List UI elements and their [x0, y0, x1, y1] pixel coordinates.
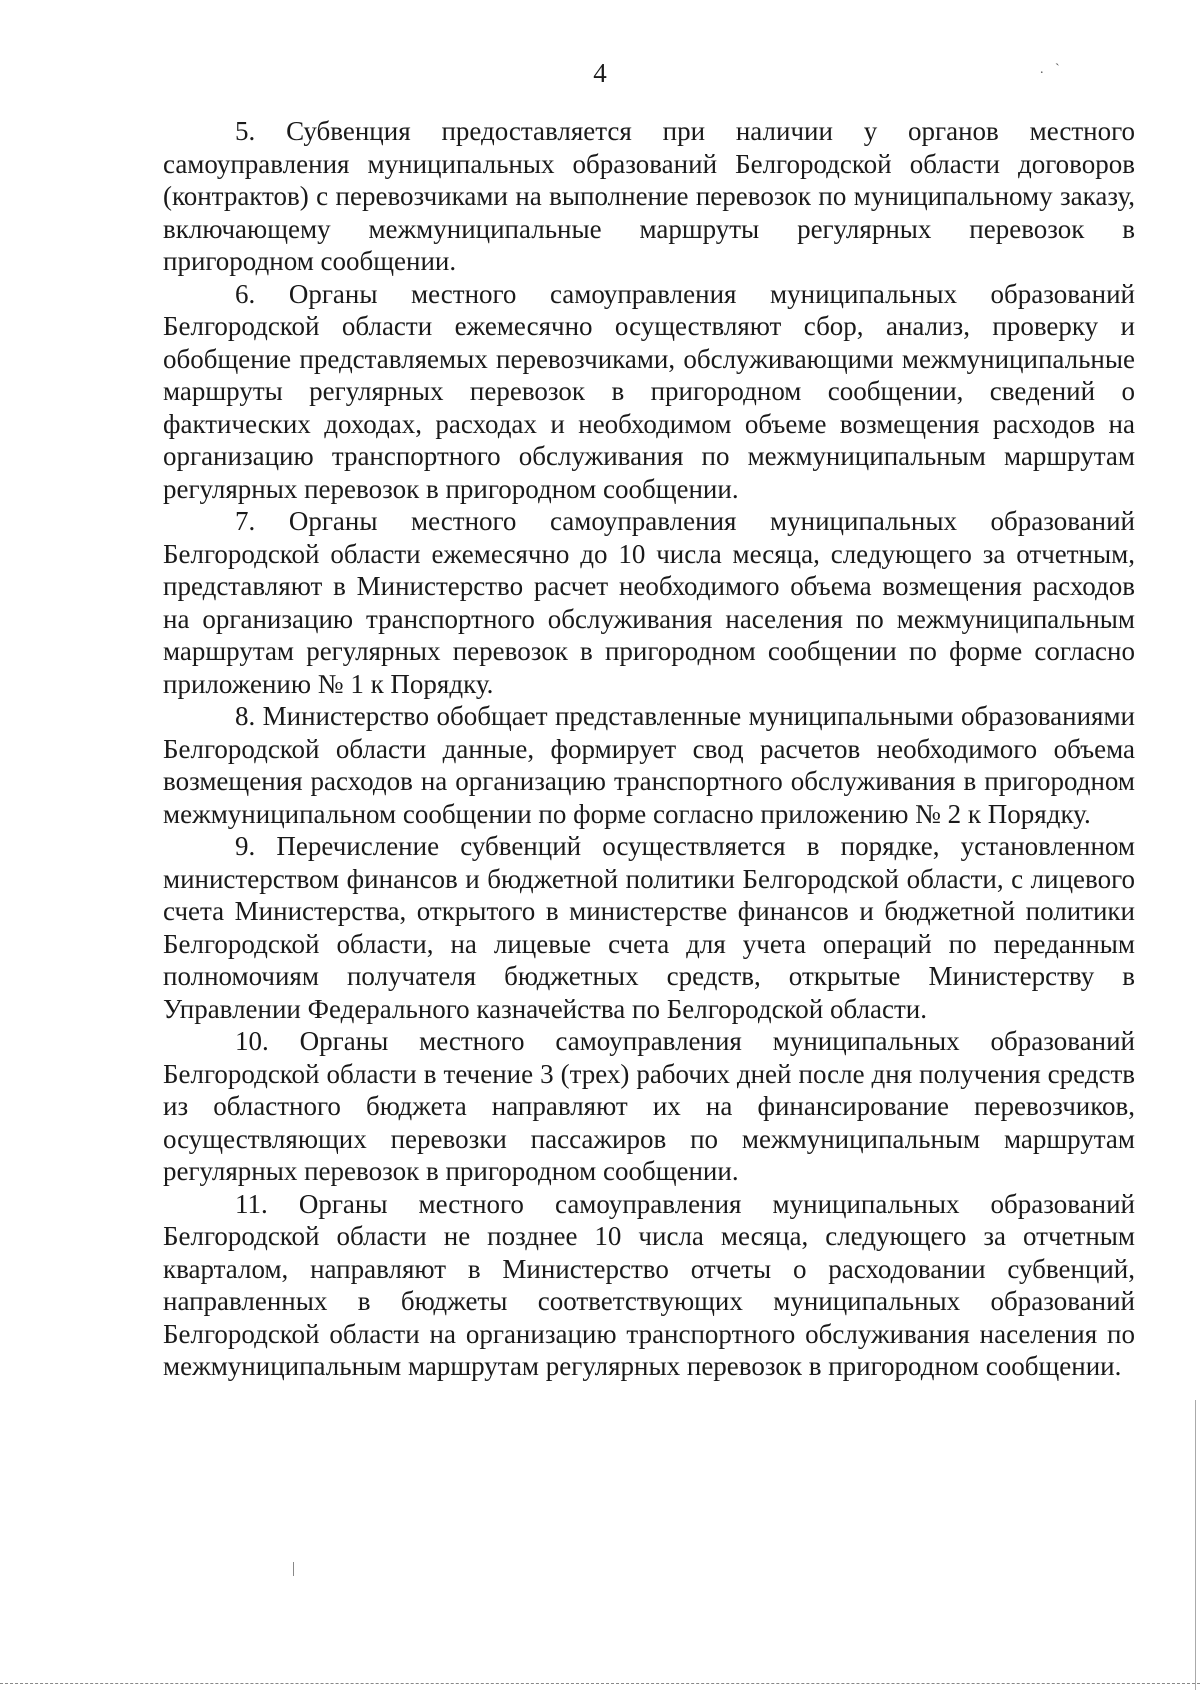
document-body: [163, 115, 1135, 1383]
scan-bottom-line: [0, 1683, 1200, 1684]
paragraph-6: 6. Органы местного самоуправления муниципальных образований Белгородской области ежемесячно осуществляют сбор, анализ, проверку и обобщение представляемых перевозчиками, обслуживающими межмуниципальные маршруты регулярных перевозок в пригородном сообщении, сведений о фактических доходах, расходах и необходимом объеме возмещения расходов на организацию транспортного обслуживания по межмуниципальным маршрутам регулярных перевозок в пригородном сообщении.: [163, 278, 1135, 504]
scan-artifact-mark: . ˋ: [1040, 62, 1064, 77]
scan-artifact-tick: [293, 1562, 294, 1576]
paragraph-9: 9. Перечисление субвенций осуществляется в порядке, установленном министерством финансов и бюджетной политики Белгородской области, с лицевого счета Министерства, открытого в министерстве финансов и бюджетной политики Белгородской области, на лицевые счета для учета операций по переданным полномочиям получателя бюджетных средств, открытые Министерству в Управлении Федерального казначейства по Белгородской области.: [163, 831, 1135, 1024]
paragraph-11: 11. Органы местного самоуправления муниципальных образований Белгородской области не позднее 10 числа месяца, следующего за отчетным кварталом, направляют в Министерство отчеты о расходовании субвенций, направленных в бюджеты соответствующих муниципальных образований Белгородской области на организацию транспортного обслуживания населения по межмуниципальным маршрутам регулярных перевозок в пригородном сообщении.: [163, 1188, 1135, 1381]
paragraph-8: 8. Министерство обобщает представленные муниципальными образованиями Белгородской области данные, формирует свод расчетов необходимого объема возмещения расходов на организацию транспортного обслуживания в пригородном межмуниципальном сообщении по форме согласно приложению № 2 к Порядку.: [163, 701, 1135, 829]
page-number: 4: [593, 58, 607, 88]
scan-edge-line: [1195, 1400, 1196, 1690]
paragraph-10: 10. Органы местного самоуправления муниципальных образований Белгородской области в течение 3 (трех) рабочих дней после дня получения средств из областного бюджета направляют их на финансирование перевозчиков, осуществляющих перевозки пассажиров по межмуниципальным маршрутам регулярных перевозок в пригородном сообщении.: [163, 1026, 1135, 1186]
paragraph-7: 7. Органы местного самоуправления муниципальных образований Белгородской области ежемесячно до 10 числа месяца, следующего за отчетным, представляют в Министерство расчет необходимого объема возмещения расходов на организацию транспортного обслуживания населения по межмуниципальным маршрутам регулярных перевозок в пригородном сообщении по форме согласно приложению № 1 к Порядку.: [163, 506, 1135, 699]
paragraph-5: 5. Субвенция предоставляется при наличии у органов местного самоуправления муниципальных образований Белгородской области договоров (контрактов) с перевозчиками на выполнение перевозок по муниципальному заказу, включающему межмуниципальные маршруты регулярных перевозок в пригородном сообщении.: [163, 116, 1135, 276]
